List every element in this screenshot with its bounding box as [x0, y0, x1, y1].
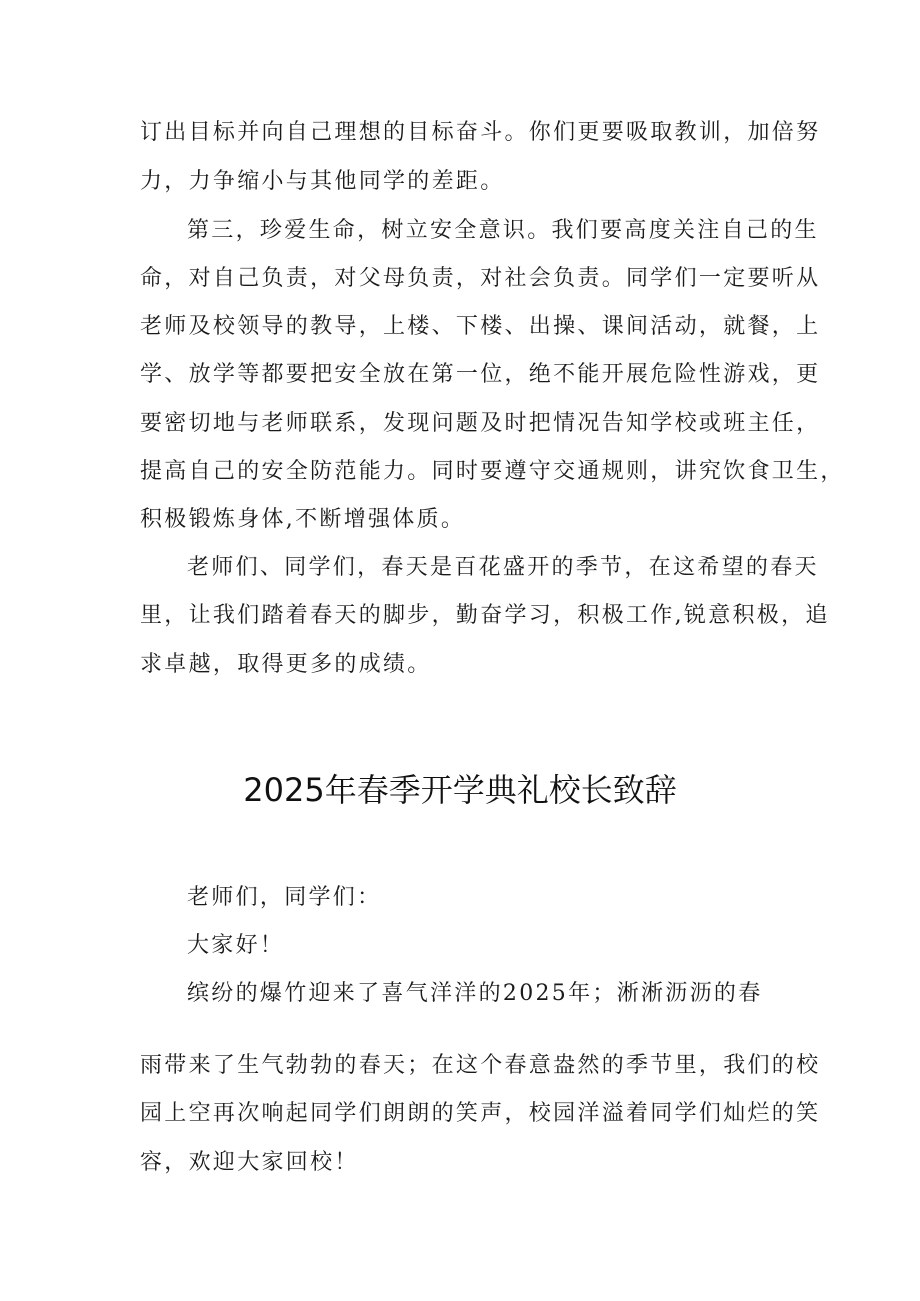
salutation: 老师们，同学们： — [187, 885, 382, 910]
text-line: 要密切地与老师联系，发现问题及时把情况告知学校或班主任， — [140, 411, 821, 436]
text-line: 求卓越，取得更多的成绩。 — [140, 652, 432, 677]
text-line: 里，让我们踏着春天的脚步，勤奋学习，积极工作,锐意积极，追 — [140, 603, 830, 628]
text-line: 园上空再次响起同学们朗朗的笑声，校园洋溢着同学们灿烂的笑 — [140, 1101, 821, 1126]
text-line: 学、放学等都要把安全放在第一位，绝不能开展危险性游戏，更 — [140, 362, 821, 387]
text-line: 命，对自己负责，对父母负责，对社会负责。同学们一定要听从 — [140, 266, 821, 291]
text-line: 缤纷的爆竹迎来了喜气洋洋的2025年；淅淅沥沥的春 — [187, 981, 763, 1006]
text-line: 第三，珍爱生命，树立安全意识。我们要高度关注自己的生 — [187, 218, 819, 243]
text-line: 雨带来了生气勃勃的春天；在这个春意盎然的季节里，我们的校 — [140, 1053, 821, 1078]
text-line: 老师们、同学们，春天是百花盛开的季节，在这希望的春天 — [187, 555, 819, 580]
text-line: 容，欢迎大家回校！ — [140, 1150, 359, 1175]
text-line: 提高自己的安全防范能力。同时要遵守交通规则，讲究饮食卫生， — [140, 459, 845, 484]
text-line: 积极锻炼身体,不断增强体质。 — [140, 507, 466, 532]
text-line: 力，力争缩小与其他同学的差距。 — [140, 169, 505, 194]
text-line: 老师及校领导的教导，上楼、下楼、出操、课间活动，就餐，上 — [140, 314, 821, 339]
greeting: 大家好！ — [187, 933, 285, 958]
text-line: 订出目标并向自己理想的目标奋斗。你们更要吸取教训，加倍努 — [140, 120, 821, 145]
speech-title: 2025年春季开学典礼校长致辞 — [243, 771, 677, 809]
